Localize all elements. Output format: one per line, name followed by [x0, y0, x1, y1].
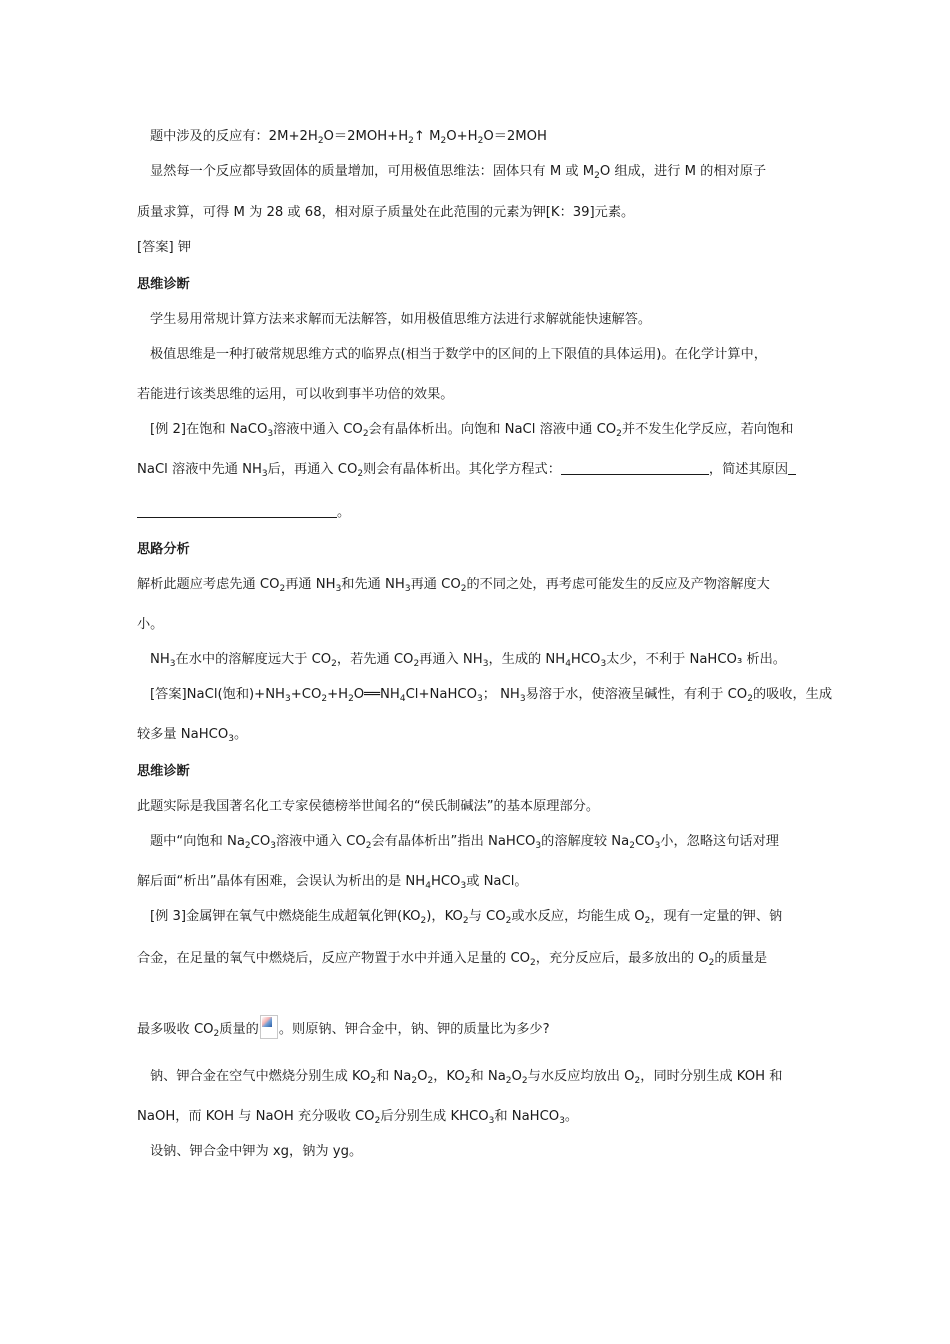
text-line: 质量求算，可得 M 为 28 或 68，相对原子质量处在此范围的元素为钾[K：39]元素。 [137, 205, 635, 220]
answer-blank [561, 462, 709, 475]
text-line: $NH_3$在水中的溶解度远大于 $CO_2$，若先通 $CO_2$再通入 $NH_3$，生成的 $NH_4HCO_3$太少，不利于 NaHCO₃ 析出。 [150, 652, 786, 669]
text-line: 学生易用常规计算方法来求解而无法解答，如用极值思维方法进行求解就能快速解答。 [150, 312, 652, 327]
text-line: 极值思维是一种打破常规思维方式的临界点(相当于数学中的区间的上下限值的具体运用)。在化学计算中， [150, 347, 767, 362]
text-line: 小。 [137, 617, 164, 632]
answer-line: [答案]NaCl(饱和)$+NH_3+CO_2+H_2O══NH_4Cl+NaHCO_3$； $NH_3$易溶于水，使溶液呈碱性，有利于 $CO_2$的吸收，生成 [150, 687, 833, 704]
text-line: 解析此题应考虑先通 $CO_2$再通 $NH_3$和先通 $NH_3$再通 $CO_2$的不同之处，再考虑可能发生的反应及产物溶解度大 [137, 577, 770, 594]
text-line: 最多吸收 $CO_2$质量的 。则原钠、钾合金中，钠、钾的质量比为多少? [137, 1015, 550, 1039]
section-heading: 思维诊断 [137, 764, 190, 779]
section-heading: 思维诊断 [137, 277, 190, 292]
text-line: 显然每一个反应都导致固体的质量增加，可用极值思维法：固体只有 M 或 $M_2O$ 组成，进行 M 的相对原子 [150, 164, 767, 181]
text-line: 此题实际是我国著名化工专家侯德榜举世闻名的“侯氏制碱法”的基本原理部分。 [137, 799, 600, 814]
example-line: [例 2]在饱和 NaCO$_3$溶液中通入 $CO_2$会有晶体析出。向饱和 NaCl 溶液中通 $CO_2$并不发生化学反应，若向饱和 [150, 422, 794, 439]
text-line: 题中涉及的反应有：$2M+2H_2O=2MOH+H_2↑$ $M_2O+H_2O=2MOH$ [150, 129, 547, 146]
text-line: 设钠、钾合金中钾为 xg，钠为 yg。 [150, 1144, 363, 1159]
broken-image-icon [260, 1015, 278, 1039]
text-line: NaCl 溶液中先通 $NH_3$后，再通入 $CO_2$则会有晶体析出。其化学方程式： ，简述其原因 [137, 461, 796, 479]
text-line: 解后面“析出”晶体有困难，会误认为析出的是 $NH_4HCO_3$或 NaCl。 [137, 874, 528, 891]
text-line: NaOH，而 KOH 与 NaOH 充分吸收 $CO_2$后分别生成 $KHCO_3$和 NaHCO$_3$。 [137, 1109, 579, 1126]
text-line: 钠、钾合金在空气中燃烧分别生成 $KO_2$和 $Na_2O_2$，$KO_2$和 $Na_2O_2$与水反应均放出 $O_2$，同时分别生成 KOH 和 [150, 1069, 783, 1086]
text-line: 题中“向饱和 $Na_2CO_3$溶液中通入 $CO_2$会有晶体析出”指出 NaHCO$_3$的溶解度较 $Na_2CO_3$小，忽略这句话对理 [150, 834, 779, 851]
section-heading: 思路分析 [137, 542, 190, 557]
answer-line: [答案] 钾 [137, 240, 192, 255]
text-line: 较多量 NaHCO$_3$。 [137, 727, 248, 744]
text-line: 。 [137, 504, 350, 522]
answer-blank [788, 462, 796, 475]
example-line: [例 3]金属钾在氧气中燃烧能生成超氧化钾$(KO_2)$，$KO_2$与 $CO_2$或水反应，均能生成 $O_2$，现有一定量的钾、钠 [150, 909, 783, 926]
answer-blank [137, 505, 337, 518]
text-line: 合金，在足量的氧气中燃烧后，反应产物置于水中并通入足量的 $CO_2$，充分反应后，最多放出的 $O_2$的质量是 [137, 951, 768, 968]
text-line: 若能进行该类思维的运用，可以收到事半功倍的效果。 [137, 387, 454, 402]
